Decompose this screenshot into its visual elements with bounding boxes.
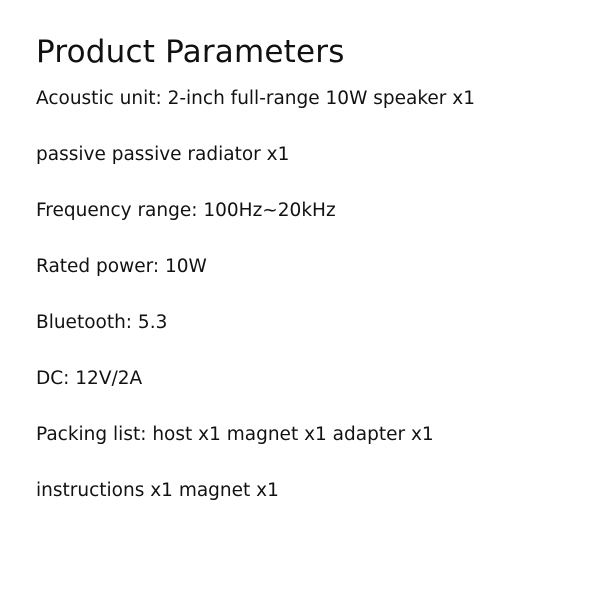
- list-item: DC: 12V/2A: [36, 368, 143, 390]
- list-item: Acoustic unit: 2-inch full-range 10W speaker x1: [36, 88, 475, 110]
- spec-list: [36, 87, 564, 504]
- page-title: Product Parameters: [36, 34, 345, 70]
- list-item: passive passive radiator x1: [36, 144, 290, 166]
- list-item: Rated power: 10W: [36, 256, 207, 278]
- list-item: instructions x1 magnet x1: [36, 479, 279, 501]
- list-item: Packing list: host x1 magnet x1 adapter x1: [36, 424, 434, 445]
- list-item: Frequency range: 100Hz~20kHz: [36, 200, 336, 222]
- list-item: Bluetooth: 5.3: [36, 312, 168, 334]
